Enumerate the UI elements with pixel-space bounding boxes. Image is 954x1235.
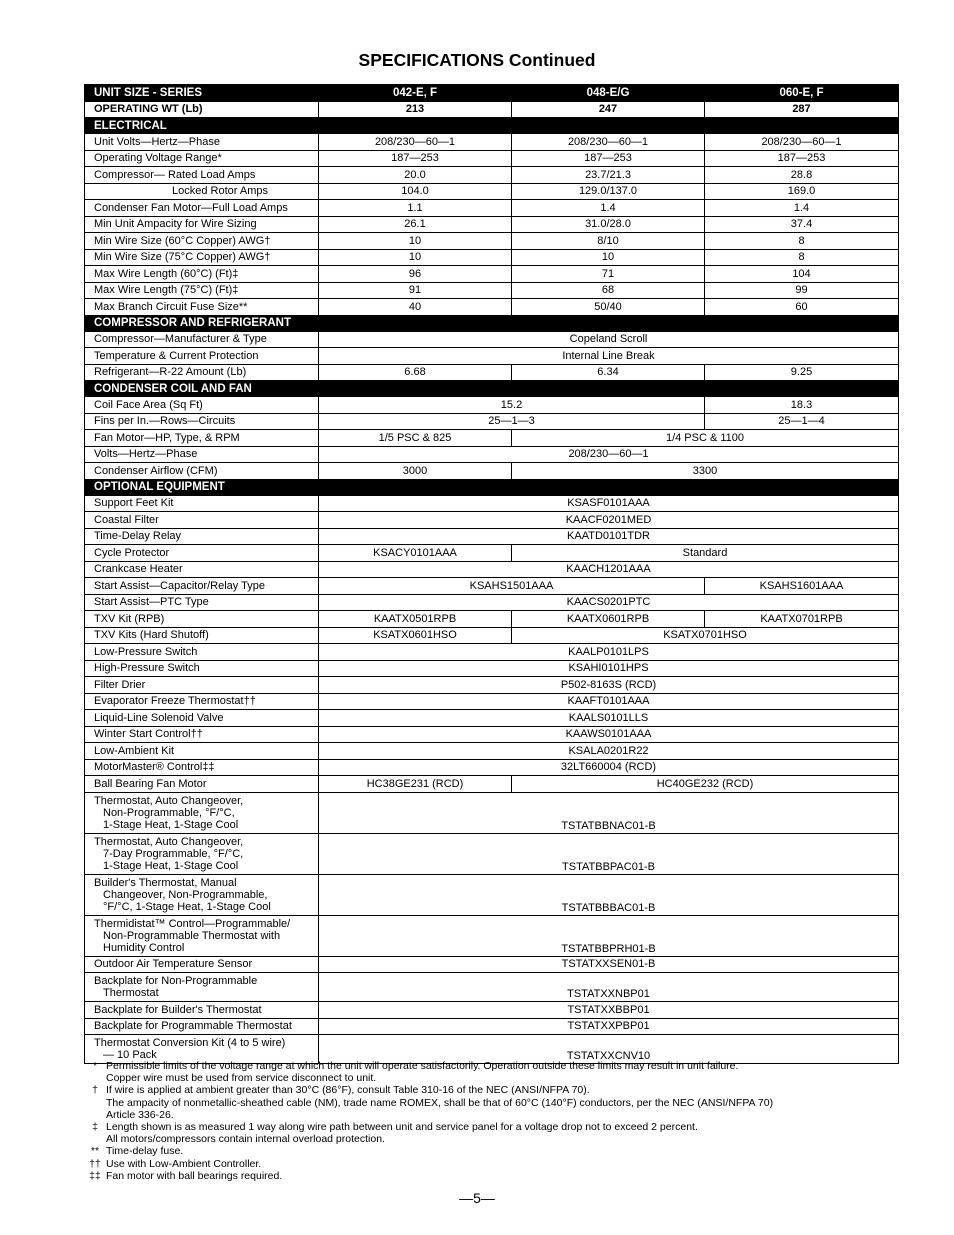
cell-value: KAAFT0101AAA — [319, 693, 899, 710]
cell-value: TSTATXXCNV10 — [319, 1035, 899, 1064]
cell-value: TSTATXXPBP01 — [319, 1018, 899, 1035]
cell-value: 187—253 — [512, 150, 705, 167]
row-label: TXV Kits (Hard Shutoff) — [85, 627, 319, 644]
cell-value: 8/10 — [512, 233, 705, 250]
header-col-048: 048-E/G — [512, 85, 705, 102]
footnote-mark: ‡‡ — [89, 1169, 101, 1182]
cell-value: 15.2 — [319, 397, 705, 414]
table-row — [85, 413, 899, 430]
cell-value: KSATX0601HSO — [319, 627, 512, 644]
row-label: Temperature & Current Protection — [85, 348, 319, 365]
row-label-line: Non-Programmable, °F/°C, — [103, 806, 235, 819]
section-title: COMPRESSOR AND REFRIGERANT — [85, 315, 899, 331]
cell-value: 1/4 PSC & 1100 — [512, 430, 899, 447]
table-row — [85, 644, 899, 661]
table-row — [85, 973, 899, 1002]
cell-value: 18.3 — [705, 397, 899, 414]
cell-value: KAACF0201MED — [319, 512, 899, 529]
table-row — [85, 578, 899, 595]
footnote-mark: †† — [89, 1157, 101, 1170]
cell-value: Standard — [512, 545, 899, 562]
row-label: Start Assist—PTC Type — [85, 594, 319, 611]
row-label: Fan Motor—HP, Type, & RPM — [85, 430, 319, 447]
row-label-line: Thermostat, Auto Changeover, — [94, 835, 244, 848]
table-row — [85, 660, 899, 677]
row-label: Volts—Hertz—Phase — [85, 446, 319, 463]
table-row — [85, 266, 899, 283]
section-title: ELECTRICAL — [85, 118, 899, 134]
row-label-line: Backplate for Non-Programmable — [94, 975, 258, 987]
cell-value: KSALA0201R22 — [319, 743, 899, 760]
cell-value: 1.1 — [319, 200, 512, 217]
table-header-row — [85, 85, 899, 102]
section-title: CONDENSER COIL AND FAN — [85, 381, 899, 397]
row-label — [85, 915, 319, 956]
row-label: Condenser Airflow (CFM) — [85, 463, 319, 480]
footnote — [84, 1060, 884, 1084]
row-label — [85, 874, 319, 915]
row-label-line: Non-Programmable Thermostat with — [103, 929, 281, 942]
section-title: OPTIONAL EQUIPMENT — [85, 479, 899, 495]
cell-value: KAALP0101LPS — [319, 644, 899, 661]
footnote-mark: * — [92, 1060, 98, 1072]
row-label-line: Thermostat, Auto Changeover, — [94, 794, 244, 807]
section-header-compressor — [85, 315, 899, 331]
table-row — [85, 331, 899, 348]
row-label-line: — 10 Pack — [103, 1049, 157, 1061]
cell-value: 129.0/137.0 — [512, 183, 705, 200]
cell-value: 1/5 PSC & 825 — [319, 430, 512, 447]
cell-value: 37.4 — [705, 216, 899, 233]
row-label — [85, 833, 319, 874]
cell-value: 104.0 — [319, 183, 512, 200]
row-label: MotorMaster® Control‡‡ — [85, 759, 319, 776]
cell-value: Copeland Scroll — [319, 331, 899, 348]
cell-value: 25—1—4 — [705, 413, 899, 430]
table-row — [85, 1018, 899, 1035]
cell-value: 10 — [319, 249, 512, 266]
cell-value: 8 — [705, 249, 899, 266]
table-row — [85, 495, 899, 512]
row-label: Evaporator Freeze Thermostat†† — [85, 693, 319, 710]
cell-value: 6.34 — [512, 364, 705, 381]
section-header-condenser — [85, 381, 899, 397]
cell-value: 26.1 — [319, 216, 512, 233]
cell-value: 31.0/28.0 — [512, 216, 705, 233]
cell-value: 3000 — [319, 463, 512, 480]
row-label — [85, 183, 319, 200]
table-row — [85, 956, 899, 973]
table-row — [85, 430, 899, 447]
table-row — [85, 545, 899, 562]
row-label: TXV Kit (RPB) — [85, 611, 319, 628]
footnote-mark: † — [92, 1084, 98, 1097]
row-label: Low-Pressure Switch — [85, 644, 319, 661]
cell-value: KAATX0601RPB — [512, 611, 705, 628]
row-label: Time-Delay Relay — [85, 528, 319, 545]
row-label: Liquid-Line Solenoid Valve — [85, 710, 319, 727]
row-label: Coil Face Area (Sq Ft) — [85, 397, 319, 414]
row-label: Coastal Filter — [85, 512, 319, 529]
cell-value: 10 — [319, 233, 512, 250]
row-label: Min Wire Size (60°C Copper) AWG† — [85, 233, 319, 250]
cell-value: 247 — [512, 101, 705, 118]
row-label: OPERATING WT (Lb) — [85, 101, 319, 118]
page-title: SPECIFICATIONS Continued — [358, 50, 596, 70]
specifications-table — [84, 84, 899, 1064]
row-label-line: Changeover, Non-Programmable, — [103, 888, 268, 901]
row-label: Backplate for Programmable Thermostat — [85, 1018, 319, 1035]
table-row — [85, 915, 899, 956]
table-row — [85, 150, 899, 167]
row-label: Max Wire Length (75°C) (Ft)‡ — [85, 282, 319, 299]
footnote-text: If wire is applied at ambient greater than 30°C (86°F), consult Table 310-16 of the NEC (ANSI/NFPA 70). The ampacity of nonmetallic-sheathed cable (NM), trade name ROMEX, shall be that of 60°C (140°F) conductors, per the NEC (ANSI/NFPA 70) Article 336-26. — [106, 1084, 774, 1121]
cell-value: 32LT660004 (RCD) — [319, 759, 899, 776]
table-row — [85, 528, 899, 545]
table-row — [85, 299, 899, 316]
cell-value: KSAHS1501AAA — [319, 578, 705, 595]
cell-value: KSATX0701HSO — [512, 627, 899, 644]
table-row — [85, 611, 899, 628]
row-label-line: Humidity Control — [103, 941, 185, 954]
section-header-optional — [85, 479, 899, 495]
footnote-mark: ** — [90, 1145, 100, 1158]
cell-value: TSTATXXNBP01 — [319, 973, 899, 1002]
table-row — [85, 282, 899, 299]
row-label: Compressor— Rated Load Amps — [85, 167, 319, 184]
row-label: Min Unit Ampacity for Wire Sizing — [85, 216, 319, 233]
table-row — [85, 446, 899, 463]
footnote-text: Permissible limits of the voltage range at which the unit will operate satisfactorily. Operation outside these limits may result in unit failure. Copper wire must be used from service disconnect to unit. — [106, 1060, 739, 1085]
cell-value: 1.4 — [512, 200, 705, 217]
header-label: UNIT SIZE - SERIES — [85, 85, 319, 102]
cell-value: KAATX0701RPB — [705, 611, 899, 628]
cell-value: 169.0 — [705, 183, 899, 200]
cell-value: KSASF0101AAA — [319, 495, 899, 512]
table-row — [85, 627, 899, 644]
table-row — [85, 874, 899, 915]
cell-value: 50/40 — [512, 299, 705, 316]
cell-value: TSTATXXSEN01-B — [319, 956, 899, 973]
cell-value: KAALS0101LLS — [319, 710, 899, 727]
table-row — [85, 776, 899, 793]
cell-value: KAACH1201AAA — [319, 561, 899, 578]
cell-value: 10 — [512, 249, 705, 266]
cell-value: 71 — [512, 266, 705, 283]
footnote — [84, 1158, 884, 1170]
row-label: Min Wire Size (75°C Copper) AWG† — [85, 249, 319, 266]
table-row — [85, 167, 899, 184]
row-label-line: 1-Stage Heat, 1-Stage Cool — [103, 818, 239, 831]
row-label-line: Builder's Thermostat, Manual — [94, 876, 237, 889]
row-label: Refrigerant—R-22 Amount (Lb) — [85, 364, 319, 381]
cell-value: 40 — [319, 299, 512, 316]
row-label: Max Branch Circuit Fuse Size** — [85, 299, 319, 316]
cell-value: 9.25 — [705, 364, 899, 381]
cell-value: 213 — [319, 101, 512, 118]
cell-value: KSAHS1601AAA — [705, 578, 899, 595]
table-row — [85, 348, 899, 365]
cell-value: 20.0 — [319, 167, 512, 184]
cell-value: P502-8163S (RCD) — [319, 677, 899, 694]
cell-value: 208/230—60—1 — [319, 134, 512, 151]
cell-value: TSTATBBNAC01-B — [319, 792, 899, 833]
row-label: Cycle Protector — [85, 545, 319, 562]
row-label: Filter Drier — [85, 677, 319, 694]
table-row — [85, 693, 899, 710]
cell-value: 28.8 — [705, 167, 899, 184]
header-col-042: 042-E, F — [319, 85, 512, 102]
page-number: —5— — [459, 1190, 495, 1206]
table-row — [85, 833, 899, 874]
cell-value: HC40GE232 (RCD) — [512, 776, 899, 793]
table-row — [85, 759, 899, 776]
operating-weight-row — [85, 101, 899, 118]
row-label-line: Thermostat Conversion Kit (4 to 5 wire) — [94, 1037, 286, 1049]
footnote — [84, 1145, 884, 1157]
cell-value: 208/230—60—1 — [319, 446, 899, 463]
table-row — [85, 134, 899, 151]
cell-value: KAATD0101TDR — [319, 528, 899, 545]
cell-value: KAAWS0101AAA — [319, 726, 899, 743]
cell-value: 187—253 — [319, 150, 512, 167]
table-row — [85, 726, 899, 743]
row-label: Fins per In.—Rows—Circuits — [85, 413, 319, 430]
row-label: Unit Volts—Hertz—Phase — [85, 134, 319, 151]
row-label: Winter Start Control†† — [85, 726, 319, 743]
footnote-text: Length shown is as measured 1 way along wire path between unit and service panel for a voltage drop not to exceed 2 percent. All motors/compressors contain internal overload protection. — [106, 1121, 698, 1146]
cell-value: 6.68 — [319, 364, 512, 381]
cell-value: 25—1—3 — [319, 413, 705, 430]
table-row — [85, 200, 899, 217]
table-row — [85, 183, 899, 200]
cell-value: 287 — [705, 101, 899, 118]
table-row — [85, 249, 899, 266]
row-label: Low-Ambient Kit — [85, 743, 319, 760]
table-row — [85, 677, 899, 694]
footnote-text: Time-delay fuse. — [106, 1145, 184, 1158]
row-label: Backplate for Builder's Thermostat — [85, 1002, 319, 1019]
cell-value: TSTATBBPRH01-B — [319, 915, 899, 956]
footnote-text: Fan motor with ball bearings required. — [106, 1169, 283, 1182]
cell-value: 68 — [512, 282, 705, 299]
cell-value: 99 — [705, 282, 899, 299]
table-row — [85, 512, 899, 529]
row-label: Operating Voltage Range* — [85, 150, 319, 167]
row-label-line: Thermostat — [103, 987, 159, 999]
row-label: Support Feet Kit — [85, 495, 319, 512]
cell-value: TSTATBBBAC01-B — [319, 874, 899, 915]
footnote — [84, 1121, 884, 1145]
row-label-text: Locked Rotor Amps — [172, 185, 268, 198]
section-header-electrical — [85, 118, 899, 134]
row-label — [85, 792, 319, 833]
cell-value: 104 — [705, 266, 899, 283]
footnote-mark: ‡ — [92, 1121, 98, 1134]
footnotes — [84, 1060, 884, 1182]
row-label: High-Pressure Switch — [85, 660, 319, 677]
cell-value: HC38GE231 (RCD) — [319, 776, 512, 793]
cell-value: KAATX0501RPB — [319, 611, 512, 628]
footnote — [84, 1084, 884, 1121]
row-label: Outdoor Air Temperature Sensor — [85, 956, 319, 973]
row-label: Max Wire Length (60°C) (Ft)‡ — [85, 266, 319, 283]
footnote — [84, 1170, 884, 1182]
table-row — [85, 364, 899, 381]
table-row — [85, 710, 899, 727]
table-row — [85, 216, 899, 233]
cell-value: Internal Line Break — [319, 348, 899, 365]
row-label: Crankcase Heater — [85, 561, 319, 578]
row-label-line: 7-Day Programmable, °F/°C, — [103, 847, 244, 860]
row-label-line: 1-Stage Heat, 1-Stage Cool — [103, 859, 239, 872]
table-row — [85, 233, 899, 250]
footnote-text: Use with Low-Ambient Controller. — [106, 1157, 262, 1170]
cell-value: 208/230—60—1 — [705, 134, 899, 151]
cell-value: KSACY0101AAA — [319, 545, 512, 562]
table-row — [85, 1002, 899, 1019]
table-row — [85, 743, 899, 760]
cell-value: 3300 — [512, 463, 899, 480]
cell-value: TSTATXXBBP01 — [319, 1002, 899, 1019]
cell-value: 96 — [319, 266, 512, 283]
cell-value: KSAHI0101HPS — [319, 660, 899, 677]
cell-value: KAACS0201PTC — [319, 594, 899, 611]
row-label: Compressor—Manufacturer & Type — [85, 331, 319, 348]
table-row — [85, 594, 899, 611]
cell-value: 8 — [705, 233, 899, 250]
table-row — [85, 397, 899, 414]
table-row — [85, 792, 899, 833]
table-row — [85, 463, 899, 480]
table-row — [85, 561, 899, 578]
cell-value: 60 — [705, 299, 899, 316]
cell-value: 23.7/21.3 — [512, 167, 705, 184]
header-col-060: 060-E, F — [705, 85, 899, 102]
cell-value: 187—253 — [705, 150, 899, 167]
row-label-line: °F/°C, 1-Stage Heat, 1-Stage Cool — [103, 900, 271, 913]
row-label: Ball Bearing Fan Motor — [85, 776, 319, 793]
cell-value: TSTATBBPAC01-B — [319, 833, 899, 874]
row-label-line: Thermidistat™ Control—Programmable/ — [94, 917, 291, 930]
row-label: Start Assist—Capacitor/Relay Type — [85, 578, 319, 595]
row-label — [85, 973, 319, 1002]
row-label: Condenser Fan Motor—Full Load Amps — [85, 200, 319, 217]
cell-value: 1.4 — [705, 200, 899, 217]
cell-value: 91 — [319, 282, 512, 299]
cell-value: 208/230—60—1 — [512, 134, 705, 151]
